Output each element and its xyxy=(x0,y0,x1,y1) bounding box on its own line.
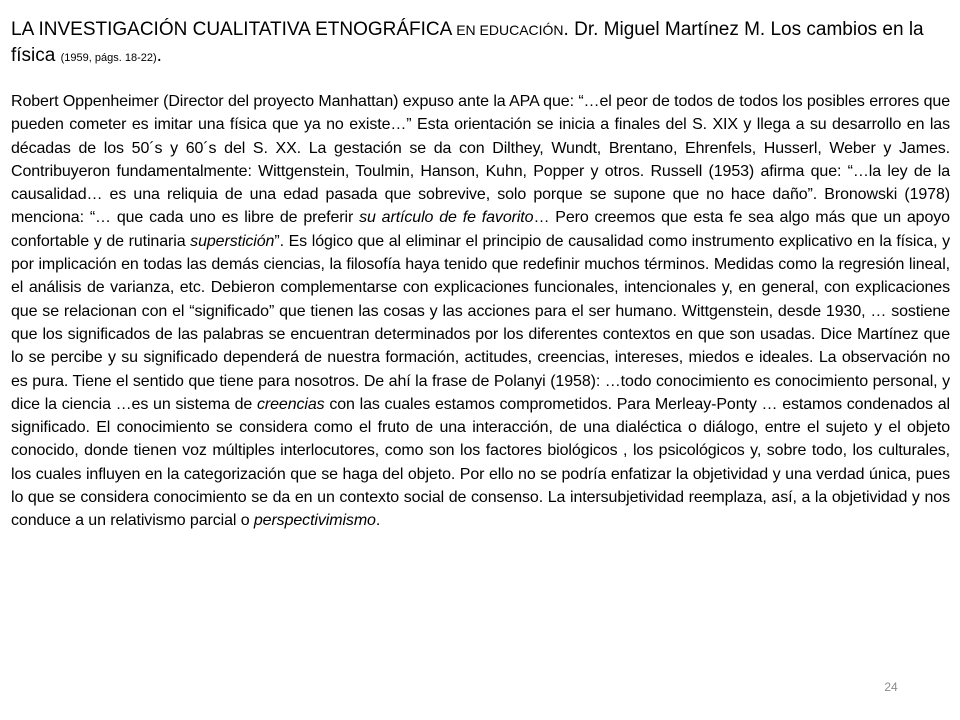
title-end: . xyxy=(156,45,162,66)
body-italic-2: superstición xyxy=(190,232,275,250)
body-text-2: … Pero creemos que esta fe sea algo más que un apoyo confortable y de rutinaria xyxy=(11,209,950,250)
slide-title xyxy=(11,17,946,71)
body-italic-4: perspectivimismo xyxy=(253,512,376,530)
body-italic-3: creencias xyxy=(256,395,325,413)
body-text-4: con las cuales estamos comprometidos. Para Merleay-Ponty … estamos condenados al significado. El conocimiento se considera como el fruto de una interacción, de una dialéctica o diálogo, entre el sujeto y el objeto conocido, donde tienen voz múltiples interlocutores, como son los factores biológicos , los psicológicos y, sobre todo, los culturales, los cuales influyen en la categorización que se haga del objeto. Por ello no se podría enfatizar la objetividad y una verdad única, pues lo que se considera conocimiento se da en un contexto social de consenso. La intersubjetividad reemplaza, así, a la objetividad y nos conduce a un relativismo parcial o xyxy=(11,395,950,530)
body-text-3: ”. Es lógico que al eliminar el principio de causalidad como instrumento explicativo en la física, y por implicación en todas las demás ciencias, la filosofía haya tenido que redefinir muchos términos. Medidas como la regresión lineal, el análisis de varianza, etc. Debieron complementarse con explicaciones funcionales, intencionales y, en general, con explicaciones que se relacionan con el “significado” que tienen las cosas y las acciones para el ser humano. Wittgenstein, desde 1930, … sostiene que los significados de las palabras se encuentran determinados por los diferentes contextos en que son usadas. Dice Martínez que lo se percibe y su significado dependerá de nuestra formación, actitudes, creencias, intereses, miedos e ideales. La observación no es pura. Tiene el sentido que tiene para nosotros. De ahí la frase de Polanyi (1958): …todo conocimiento es conocimiento personal, y dice la ciencia …es un sistema de xyxy=(11,232,950,413)
title-rest: . Dr. Miguel Martínez M. Los cambios en la física xyxy=(11,19,924,66)
body-text-5: . xyxy=(375,512,381,530)
title-citation: (1959, págs. 18-22) xyxy=(60,52,157,64)
body-paragraph xyxy=(11,90,950,533)
title-small: EN EDUCACIÓN xyxy=(452,22,564,38)
body-text-1: Robert Oppenheimer (Director del proyecto Manhattan) expuso ante la APA que: “…el peor de todos de todos los posibles errores que pueden cometer es imitar una física que ya no existe…” Esta orientación se inicia a finales del S. XIX y llega a su desarrollo en las décadas de los 50´s y 60´s del S. XX. La gestación se da con Dilthey, Wundt, Brentano, Ehrenfels, Husserl, Weber y James. Contribuyeron fundamentalmente: Wittgenstein, Toulmin, Hanson, Kuhn, Popper y otros. Russell (1953) afirma que: “…la ley de la causalidad… es una reliquia de una edad pasada que sobrevive, solo porque se supone que no hace daño”. Bronowski (1978) menciona: “… que cada uno es libre de preferir xyxy=(11,93,950,227)
title-main: LA INVESTIGACIÓN CUALITATIVA ETNOGRÁFICA xyxy=(11,19,453,40)
page-number: 24 xyxy=(884,680,898,694)
body-italic-1: su artículo de fe favorito xyxy=(359,209,534,227)
